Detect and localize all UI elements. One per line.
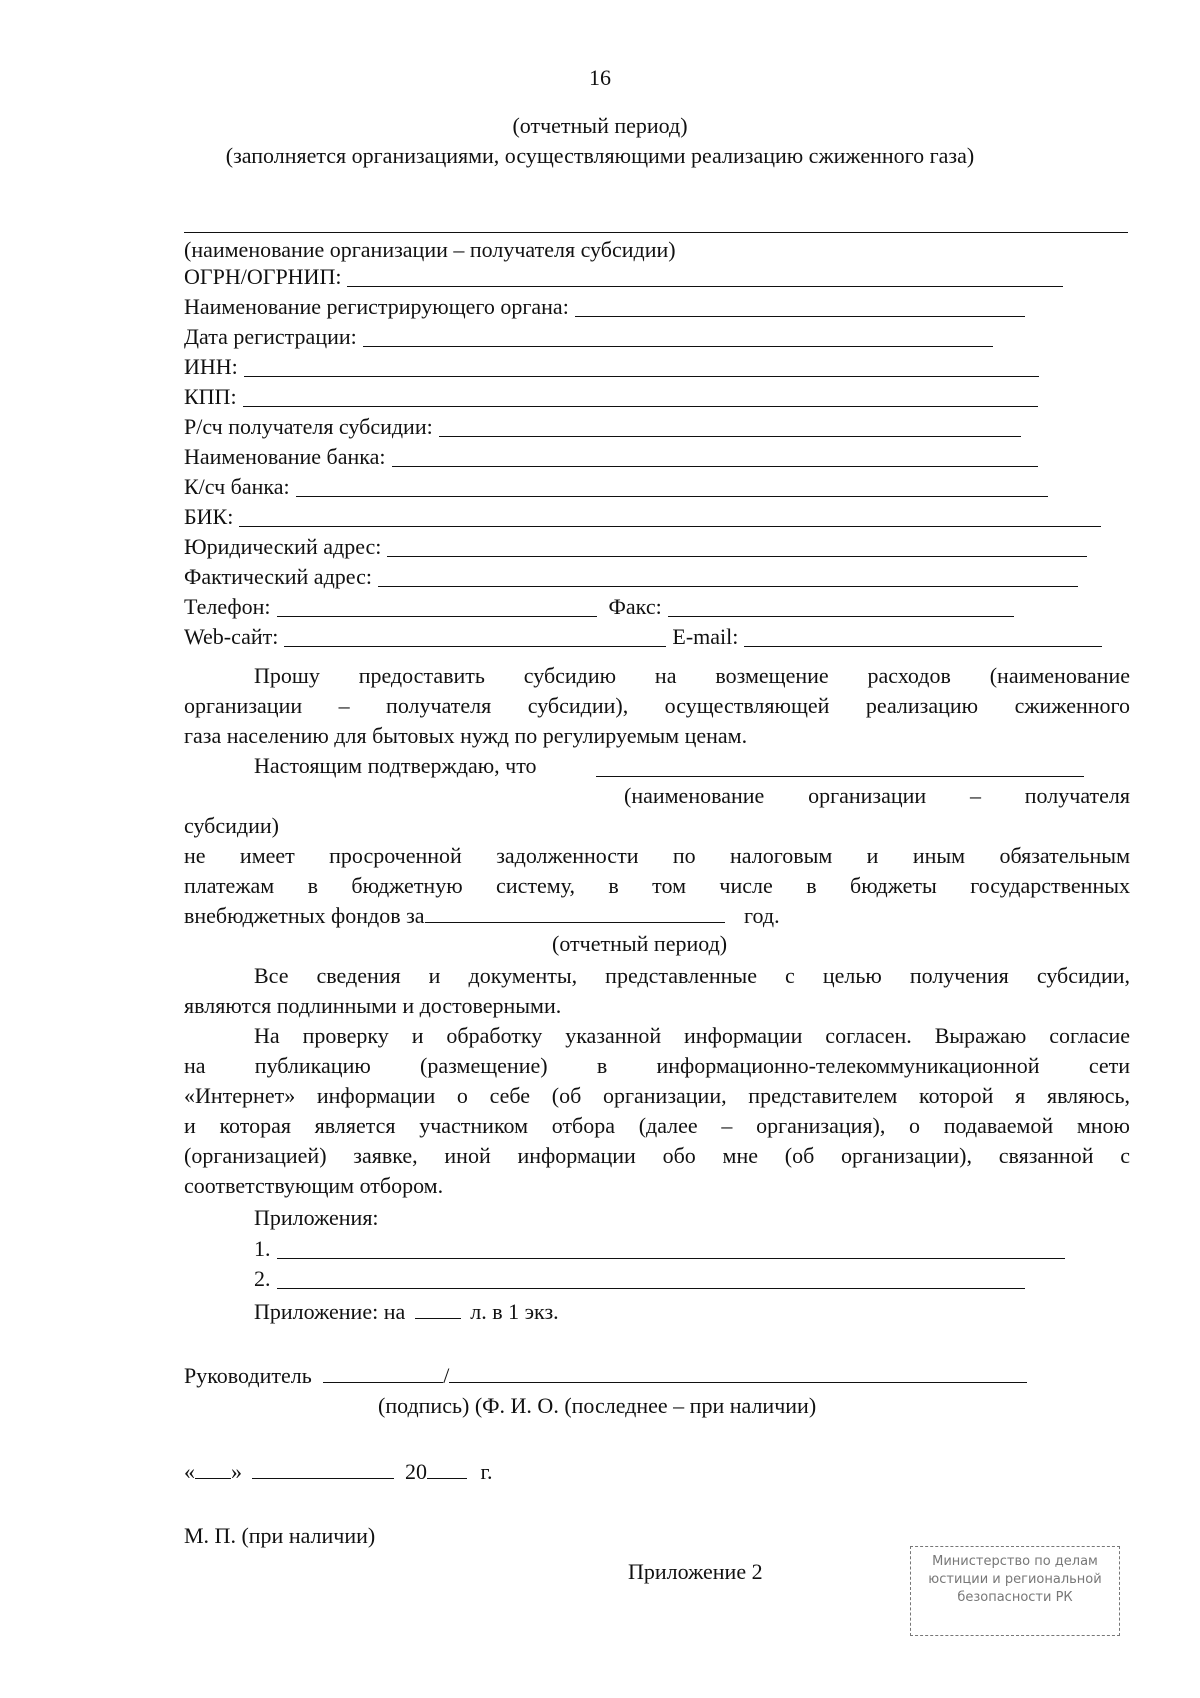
date-block	[184, 1458, 493, 1487]
signature-caption: (подпись) (Ф. И. О. (последнее – при наличии)	[378, 1393, 817, 1418]
signature-block	[184, 1362, 1027, 1391]
field-registrar-line[interactable]	[575, 298, 1025, 317]
confirm-caption: (наименование организации – получателя	[624, 783, 1130, 808]
field-account[interactable]	[184, 412, 1021, 442]
field-reg-date-line[interactable]	[363, 328, 993, 347]
field-phone-line[interactable]	[277, 598, 597, 617]
field-corr-account-line[interactable]	[296, 478, 1048, 497]
field-inn-label: ИНН:	[184, 354, 238, 380]
confirm-org-line[interactable]	[596, 776, 1084, 777]
attachment-item-2-label: 2.	[254, 1266, 271, 1292]
field-registrar-label: Наименование регистрирующего органа:	[184, 294, 569, 320]
confirm-lead: Настоящим подтверждаю, что	[254, 753, 537, 778]
field-phone[interactable]	[184, 592, 1014, 622]
date-open-quote: «	[184, 1459, 195, 1484]
signature-slash: /	[443, 1363, 450, 1388]
confirm-line-3-end: год.	[744, 903, 780, 928]
consent-line-2: на публикацию (размещение) в информационно-телекоммуникационной сети	[184, 1053, 1130, 1078]
date-day-line[interactable]	[195, 1460, 231, 1479]
attachment-count	[254, 1298, 559, 1327]
request-line-3: газа населению для бытовых нужд по регулируемым ценам.	[184, 723, 748, 748]
confirm-line-1: не имеет просроченной задолженности по налоговым и иным обязательным	[184, 843, 1130, 868]
field-bik-label: БИК:	[184, 504, 234, 530]
full-name-line[interactable]	[449, 1364, 1027, 1383]
signature-head-label: Руководитель	[184, 1363, 312, 1388]
attachment-item-2-line[interactable]	[277, 1270, 1025, 1289]
attachment-item-1[interactable]	[254, 1234, 1065, 1264]
field-phone-label: Телефон:	[184, 594, 271, 620]
attachment-count-end: л. в 1 экз.	[470, 1299, 559, 1324]
field-actual-address-label: Фактический адрес:	[184, 564, 372, 590]
field-reg-date-label: Дата регистрации:	[184, 324, 357, 350]
consent-line-5: (организацией) заявке, иной информации обо мне (об организации), связанной с	[184, 1143, 1130, 1168]
registration-stamp	[910, 1546, 1120, 1636]
docs-line-1: Все сведения и документы, представленные с целью получения субсидии,	[254, 963, 1130, 988]
field-corr-account[interactable]	[184, 472, 1048, 502]
form-subtitle: (заполняется организациями, осуществляющими реализацию сжиженного газа)	[225, 143, 975, 168]
org-name-caption: (наименование организации – получателя субсидии)	[184, 237, 676, 262]
attachment-pages-line[interactable]	[415, 1300, 461, 1319]
field-account-label: Р/сч получателя субсидии:	[184, 414, 433, 440]
date-year-suffix: г.	[480, 1459, 493, 1484]
field-legal-address-label: Юридический адрес:	[184, 534, 382, 560]
org-name-line[interactable]	[184, 232, 1128, 233]
period-label: (отчетный период)	[512, 113, 688, 138]
stamp-line-3: безопасности РК	[957, 1590, 1073, 1606]
field-bank-name-label: Наименование банка:	[184, 444, 386, 470]
consent-line-1: На проверку и обработку указанной информации согласен. Выражаю согласие	[254, 1023, 1130, 1048]
field-inn[interactable]	[184, 352, 1039, 382]
field-ogrn-label: ОГРН/ОГРНИП:	[184, 264, 342, 290]
field-bank-name-line[interactable]	[392, 448, 1038, 467]
signature-line[interactable]	[323, 1364, 443, 1383]
period-caption: (отчетный период)	[552, 931, 728, 956]
consent-line-6: соответствующим отбором.	[184, 1173, 444, 1198]
field-email-line[interactable]	[744, 628, 1102, 647]
attachment-count-start: Приложение: на	[254, 1299, 406, 1324]
attachment-item-2[interactable]	[254, 1264, 1025, 1294]
field-actual-address-line[interactable]	[378, 568, 1078, 587]
field-kpp-line[interactable]	[243, 388, 1038, 407]
field-kpp-label: КПП:	[184, 384, 237, 410]
field-reg-date[interactable]	[184, 322, 993, 352]
field-actual-address[interactable]	[184, 562, 1078, 592]
field-legal-address[interactable]	[184, 532, 1087, 562]
consent-line-4: и которая является участником отбора (далее – организация), о подаваемой мною	[184, 1113, 1130, 1138]
date-year-line[interactable]	[427, 1460, 467, 1479]
page-number: 16	[589, 65, 611, 90]
field-inn-line[interactable]	[244, 358, 1039, 377]
attachment-item-1-label: 1.	[254, 1236, 271, 1262]
confirm-line-3-start: внебюджетных фондов за	[184, 903, 425, 928]
field-fax-line[interactable]	[668, 598, 1014, 617]
field-registrar[interactable]	[184, 292, 1025, 322]
field-ogrn-line[interactable]	[347, 268, 1063, 287]
field-kpp[interactable]	[184, 382, 1038, 412]
field-bank-name[interactable]	[184, 442, 1038, 472]
field-legal-address-line[interactable]	[387, 538, 1087, 557]
field-corr-account-label: К/сч банка:	[184, 474, 290, 500]
date-close-quote: »	[231, 1459, 242, 1484]
stamp-line-2: юстиции и региональной	[928, 1572, 1102, 1588]
seal-label: М. П. (при наличии)	[184, 1523, 376, 1548]
confirm-line-2: платежам в бюджетную систему, в том числе в бюджеты государственных	[184, 873, 1130, 898]
field-email-label: E-mail:	[672, 624, 739, 650]
date-month-line[interactable]	[252, 1460, 394, 1479]
docs-line-2: являются подлинными и достоверными.	[184, 993, 562, 1018]
field-ogrn[interactable]	[184, 262, 1063, 292]
field-bik-line[interactable]	[239, 508, 1101, 527]
attachment-item-1-line[interactable]	[277, 1240, 1065, 1259]
field-web-label: Web-сайт:	[184, 624, 279, 650]
consent-line-3: «Интернет» информации о себе (об организации, представителем которой я являюсь,	[184, 1083, 1130, 1108]
field-web-line[interactable]	[284, 628, 666, 647]
stamp-line-1: Министерство по делам	[932, 1554, 1098, 1569]
field-fax-label: Факс:	[608, 594, 662, 620]
attachments-title: Приложения:	[254, 1205, 379, 1230]
period-line[interactable]	[425, 904, 725, 923]
confirm-line-3	[184, 902, 780, 931]
date-year-prefix: 20	[405, 1459, 427, 1484]
confirm-caption-cont: субсидии)	[184, 813, 279, 838]
field-web[interactable]	[184, 622, 1102, 652]
field-account-line[interactable]	[439, 418, 1021, 437]
request-line-1: Прошу предоставить субсидию на возмещение расходов (наименование	[254, 663, 1130, 688]
field-bik[interactable]	[184, 502, 1101, 532]
next-appendix-label: Приложение 2	[628, 1559, 763, 1584]
request-line-2: организации – получателя субсидии), осуществляющей реализацию сжиженного	[184, 693, 1130, 718]
